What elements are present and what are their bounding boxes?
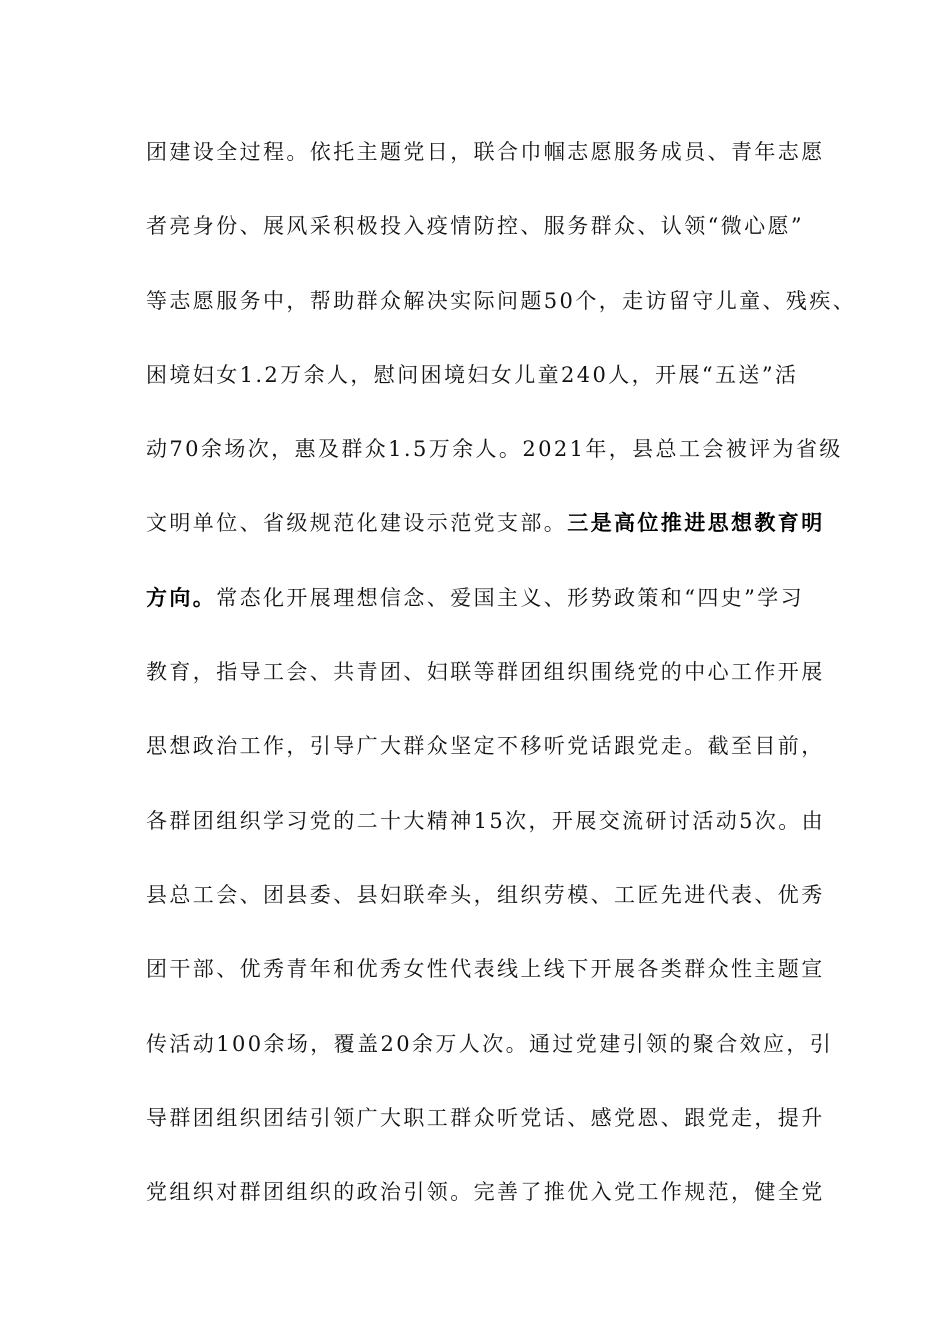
text-run: 团建设全过程。依托主题党日，联合巾帼志愿服务成员、青年志愿 (146, 140, 825, 164)
text-run: 常态化开展理想信念、爱国主义、形势政策和“四史”学习 (216, 585, 805, 610)
text-run: 县总工会、团县委、县妇联牵头，组织劳模、工匠先进代表、优秀 (146, 882, 825, 907)
bold-heading-run: 三是高位推进思想教育明 (567, 510, 825, 536)
text-run: 党组织对群团组织的政治引领。完善了推优入党工作规范，健全党 (146, 1180, 825, 1205)
text-run: 困境妇女1.2万余人，慰问困境妇女儿童240人，开展“五送”活 (146, 362, 799, 387)
text-line-13 (146, 1021, 834, 1095)
text-run: 动70余场次，惠及群众1.5万余人。2021年，县总工会被评为省级 (146, 437, 843, 462)
text-line-1 (146, 129, 826, 203)
text-line-12 (146, 946, 826, 1020)
text-run: 传活动100余场，覆盖20余万人次。通过党建引领的聚合效应，引 (146, 1031, 834, 1056)
text-run: 教育，指导工会、共青团、妇联等群团组织围绕党的中心工作开展 (146, 660, 825, 685)
text-line-6 (146, 500, 826, 574)
text-line-14 (146, 1095, 826, 1169)
text-run: 者亮身份、展风采积极投入疫情防控、服务群众、认领“微心愿” (146, 214, 805, 239)
bold-heading-run: 方向。 (146, 584, 217, 610)
text-line-5 (146, 426, 843, 500)
text-run: 各群团组织学习党的二十大精神15次，开展交流研讨活动5次。由 (146, 808, 826, 833)
text-run: 导群团组织团结引领广大职工群众听党话、感党恩、跟党走，提升 (146, 1105, 825, 1130)
text-line-11 (146, 872, 826, 946)
text-line-9 (146, 723, 826, 797)
text-line-8 (146, 649, 826, 723)
text-line-10 (146, 798, 826, 872)
text-run: 思想政治工作，引导广大群众坚定不移听党话跟党走。截至目前， (146, 734, 825, 759)
body-text (146, 129, 857, 1243)
text-line-3 (146, 278, 857, 352)
text-line-4 (146, 352, 826, 426)
text-run: 等志愿服务中，帮助群众解决实际问题50个，走访留守儿童、残疾、 (146, 288, 857, 313)
text-run: 文明单位、省级规范化建设示范党支部。 (146, 511, 568, 536)
text-line-7 (146, 575, 826, 649)
text-run: 团干部、优秀青年和优秀女性代表线上线下开展各类群众性主题宣 (146, 957, 825, 982)
text-line-15 (146, 1169, 826, 1243)
text-line-2 (146, 203, 826, 277)
